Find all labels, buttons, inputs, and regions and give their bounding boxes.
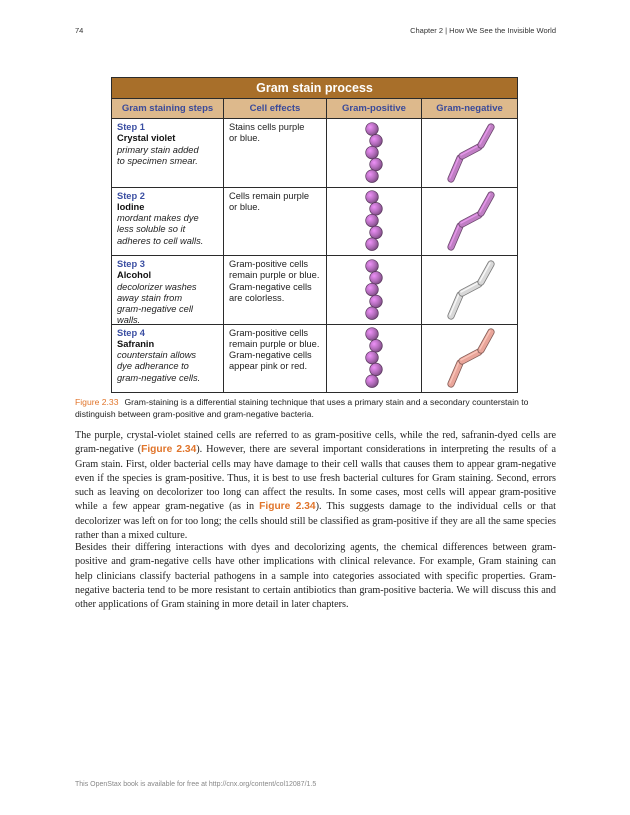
gram-negative-rod-chain [445, 122, 495, 184]
reagent-name: Safranin [117, 338, 155, 349]
coccus-cell [366, 375, 379, 388]
gram-positive-cell [327, 256, 422, 324]
column-header-effects: Cell effects [224, 99, 327, 118]
effect-line: Gram-positive cells [229, 327, 309, 338]
step-description-line: away stain from [117, 292, 183, 303]
gram-negative-rod-chain [445, 190, 495, 252]
table-row [112, 188, 517, 257]
gram-negative-rod-chain [445, 259, 495, 321]
reagent-name: Alcohol [117, 270, 152, 281]
step-description-line: decolorizer washes [117, 281, 197, 292]
paragraph-2: Besides their differing interactions with dyes and decolorizing agents, the chemical differences between gram-positive and gram-negative cells have other implications with clinical relevance. For example, Gram staining can help clinicians classify bacterial pathogens in a sample into categories associated with specific properties. Gram-negative bacteria tend to be more resistant to certain antibiotics than gram-positive bacteria. We will discuss this and other applications of Gram staining in more detail in later chapters. [75, 542, 556, 611]
coccus-cell [370, 203, 383, 216]
paragraph-1 [75, 429, 556, 543]
reagent-name: Crystal violet [117, 133, 176, 144]
rod-cell [462, 352, 479, 361]
step-label: Step 2 [117, 190, 145, 201]
step-description-line: to specimen smear. [117, 155, 198, 166]
figure-2-34-link-1[interactable]: Figure 2.34 [141, 444, 197, 456]
page-number: 74 [75, 26, 84, 35]
coccus-cell [366, 215, 379, 228]
effect-line: appear pink or red. [229, 361, 308, 372]
effect-cell [224, 256, 327, 324]
running-head: Chapter 2 | How We See the Invisible World [410, 26, 556, 35]
effect-line: Cells remain purple [229, 190, 310, 201]
gram-positive-cell [327, 119, 422, 187]
column-header-gram-negative: Gram-negative [436, 103, 503, 114]
table-title: Gram stain process [112, 78, 517, 99]
paragraph-1-part-2: ). However, there are several important considerations in interpreting the results of a Gram stain. First, older bacterial cells may have damage to their cell walls that causes them to appear gram-negative even if the species is gram-positive. Thus, it is best to use fresh bacterial cultures for Gram staining. Second, errors such as leaving on decolorizer too long can affect the results. In some cases, most cells will appear gram-positive while a few appear gram-negative (as in [75, 444, 556, 513]
figure-2-34-link-2[interactable]: Figure 2.34 [259, 501, 316, 513]
effect-line: remain purple or blue. [229, 338, 320, 349]
coccus-cell [370, 226, 383, 239]
step-description-line: mordant makes dye [117, 213, 199, 224]
gram-negative-cell [422, 256, 517, 324]
table-row [112, 325, 517, 393]
step-label: Step 1 [117, 122, 145, 132]
coccus-cell [370, 363, 383, 376]
effect-line: Gram-positive cells [229, 259, 309, 269]
effect-line: or blue. [229, 133, 261, 144]
page-footer: This OpenStax book is available for free at http://cnx.org/content/col12087/1.5 [75, 781, 317, 788]
gram-positive-cocci-chain [359, 190, 389, 252]
figure-label: Figure 2.33 [75, 397, 119, 407]
gram-stain-table [111, 77, 518, 393]
step-description-line: adheres to cell walls. [117, 235, 204, 246]
paragraph-1-part-3: ). This suggests damage to the individual cells or that decolorizer was left on for too long; the cells should still be classified as gram-positive if they are all the same species rather than a mixed culture. [75, 501, 556, 542]
step-description-line: dye adherance to [117, 361, 189, 372]
gram-positive-cocci-chain [359, 327, 389, 389]
effect-line: are colorless. [229, 292, 285, 303]
coccus-cell [366, 259, 379, 272]
column-header-gram-positive: Gram-positive [327, 99, 422, 118]
step-description-line: counterstain allows [117, 350, 197, 361]
step-cell [112, 119, 224, 187]
rod-cell [462, 147, 479, 156]
gram-negative-cell [422, 188, 517, 256]
step-cell [112, 188, 224, 256]
gram-positive-cell [327, 188, 422, 256]
gram-negative-rod-chain [445, 327, 495, 389]
coccus-cell [370, 134, 383, 147]
step-description-line: less soluble so it [117, 224, 186, 235]
coccus-cell [366, 146, 379, 159]
step-cell [112, 256, 224, 324]
rod-cell [462, 284, 479, 293]
rod-cell [462, 215, 479, 224]
coccus-cell [366, 283, 379, 296]
caption-text: Gram-staining is a differential staining technique that uses a primary stain and a secondary counterstain to distinguish between gram-positive and gram-negative bacteria. [75, 397, 529, 419]
column-header-steps: Gram staining steps [112, 99, 224, 118]
step-cell [112, 325, 224, 393]
effect-line: remain purple or blue. [229, 270, 320, 281]
effect-line: Stains cells purple [229, 122, 305, 132]
coccus-cell [366, 307, 379, 320]
step-description-line: gram-negative cell walls. [117, 304, 193, 326]
effect-cell [224, 188, 327, 256]
paragraph-1-part-1: The purple, crystal-violet stained cells are referred to as gram-positive cells, while the red, safranin-dyed cells are gram-negative ( [75, 430, 556, 456]
coccus-cell [366, 122, 379, 135]
figure-caption [75, 397, 560, 420]
effect-line: Gram-negative cells [229, 281, 312, 292]
coccus-cell [366, 191, 379, 204]
table-row [112, 256, 517, 325]
effect-cell [224, 325, 327, 393]
step-description-line: gram-negative cells. [117, 372, 201, 383]
gram-negative-cell [422, 325, 517, 393]
gram-negative-cell [422, 119, 517, 187]
table-header-row [112, 99, 517, 119]
step-description-line: primary stain added [117, 144, 199, 155]
effect-line: or blue. [229, 201, 261, 212]
table-row [112, 119, 517, 188]
coccus-cell [366, 352, 379, 365]
coccus-cell [370, 295, 383, 308]
effect-line: Gram-negative cells [229, 350, 312, 361]
coccus-cell [366, 328, 379, 341]
coccus-cell [366, 170, 379, 183]
reagent-name: Iodine [117, 201, 145, 212]
step-label: Step 4 [117, 327, 145, 338]
coccus-cell [370, 340, 383, 353]
table-body [112, 119, 517, 392]
gram-positive-cell [327, 325, 422, 393]
coccus-cell [370, 271, 383, 284]
coccus-cell [370, 158, 383, 171]
gram-positive-cocci-chain [359, 122, 389, 184]
gram-positive-cocci-chain [359, 259, 389, 321]
step-label: Step 3 [117, 259, 145, 269]
coccus-cell [366, 238, 379, 251]
effect-cell [224, 119, 327, 187]
